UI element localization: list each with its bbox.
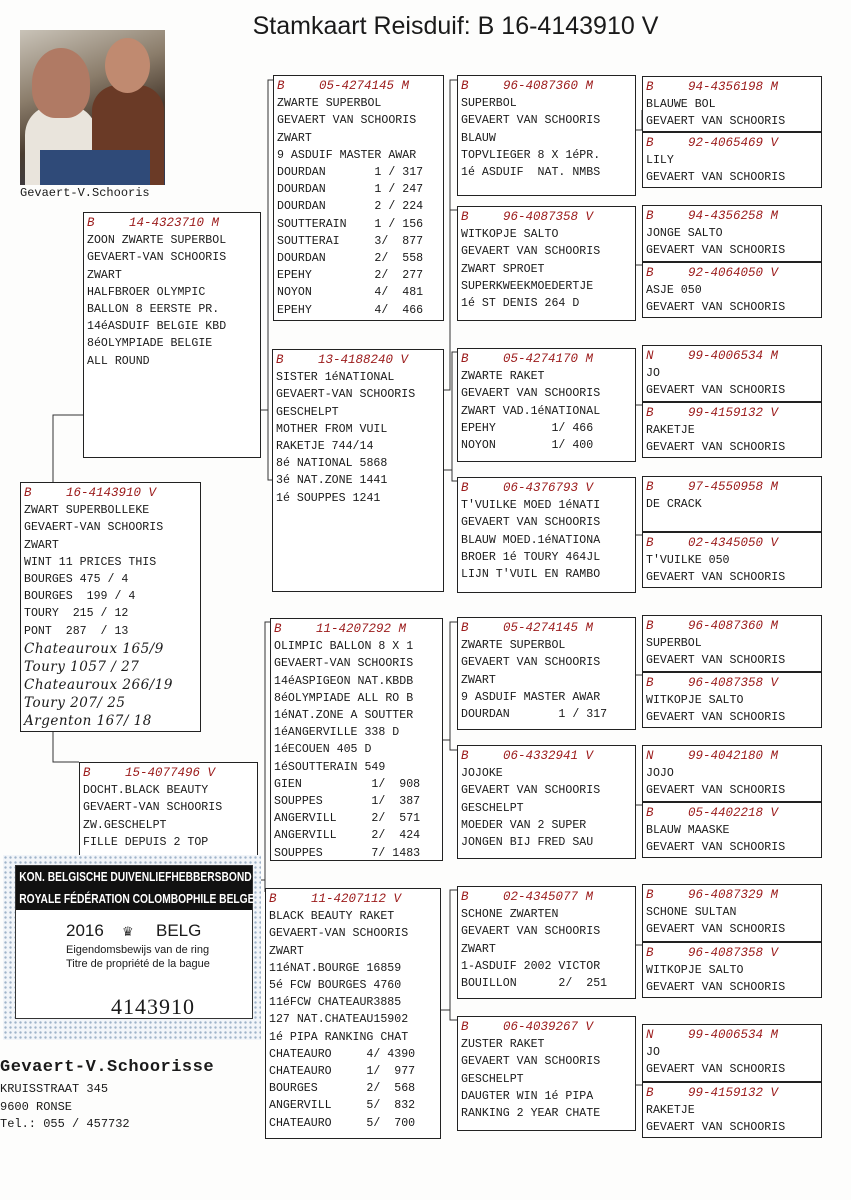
- ring-number: 13-4188240 V: [318, 353, 409, 367]
- pigeon-info-line: 9 ASDUIF MASTER AWAR: [461, 690, 601, 704]
- pedigree-box-gen5: [642, 132, 822, 188]
- pigeon-info-line: DOURDAN 1 / 317: [277, 166, 424, 180]
- pigeon-info-line: GEVAERT VAN SCHOORIS: [646, 841, 786, 855]
- pigeon-info-line: BALLON 8 EERSTE PR.: [87, 303, 220, 317]
- pigeon-info-line: GEVAERT-VAN SCHOORIS: [87, 251, 227, 265]
- pigeon-info-line: GEVAERT VAN SCHOORIS: [646, 981, 786, 995]
- pigeon-info-line: GESCHELPT: [461, 1072, 524, 1086]
- pigeon-info-line: BOURGES 475 / 4: [24, 573, 129, 587]
- country-code: B: [274, 622, 282, 636]
- ring-number: 96-4087360 M: [688, 619, 779, 633]
- pedigree-box-gen5: [642, 745, 822, 802]
- pigeon-info-line: ZWART: [461, 673, 496, 687]
- ring-header: [461, 480, 635, 497]
- pigeon-info-line: 8é NATIONAL 5868: [276, 457, 388, 471]
- ring-number: 99-4159132 V: [688, 406, 779, 420]
- pigeon-info-line: SOUTTERAIN 1 / 156: [277, 217, 424, 231]
- handwritten-result: Toury 1057 / 27: [24, 658, 140, 675]
- pigeon-info-line: ASJE 050: [646, 284, 702, 298]
- pigeon-info-line: DOCHT.BLACK BEAUTY: [83, 784, 209, 798]
- country-code: N: [646, 749, 654, 763]
- pedigree-box-ddd: [457, 1016, 636, 1131]
- ring-number: 96-4087329 M: [688, 888, 779, 902]
- pedigree-box-gen5: [642, 615, 822, 672]
- pigeon-info-line: JONGEN BIJ FRED SAU: [461, 836, 594, 850]
- pigeon-info-line: FILLE DEPUIS 2 TOP: [83, 835, 209, 849]
- pigeon-info-line: SUPERBOL: [646, 637, 702, 651]
- ring-number: 05-4274145 M: [503, 621, 594, 635]
- ring-header: [87, 215, 260, 232]
- pigeon-info-line: LIJN T'VUIL EN RAMBO: [461, 568, 601, 582]
- pigeon-info-line: RAKETJE: [646, 1104, 695, 1118]
- pigeon-info-line: BROER 1é TOURY 464JL: [461, 550, 601, 564]
- ring-number: 96-4087358 V: [688, 676, 779, 690]
- pigeon-info-line: GEVAERT VAN SCHOORIS: [646, 1063, 786, 1077]
- pigeon-info-line: BLAUW MOED.1éNATIONA: [461, 533, 601, 547]
- pigeon-info-line: GEVAERT VAN SCHOORIS: [646, 244, 786, 258]
- pigeon-info-line: SISTER 1éNATIONAL: [276, 371, 395, 385]
- ring-header: [646, 887, 821, 904]
- pigeon-info-line: JO: [646, 367, 660, 381]
- pigeon-info-line: 9 ASDUIF MASTER AWAR: [277, 148, 417, 162]
- pedigree-box-ssd: [457, 206, 636, 321]
- pigeon-info-line: TOURY 215 / 12: [24, 607, 129, 621]
- ring-number: 99-4159132 V: [688, 1086, 779, 1100]
- pedigree-box-gen5: [642, 672, 822, 728]
- pedigree-box-gen5: [642, 76, 822, 132]
- country-code: B: [461, 1020, 469, 1034]
- pigeon-info-line: GEVAERT VAN SCHOORIS: [461, 387, 601, 401]
- country-code: B: [461, 352, 469, 366]
- crown-icon: ♛: [123, 923, 133, 941]
- pedigree-box-dam: [79, 762, 258, 857]
- ring-header: [646, 748, 821, 765]
- pigeon-info-line: ZWARTE SUPERBOL: [277, 97, 382, 111]
- pigeon-info-line: GEVAERT VAN SCHOORIS: [646, 711, 786, 725]
- pigeon-info-line: GEVAERT VAN SCHOORIS: [646, 571, 786, 585]
- pigeon-info-line: T'VUILKE 050: [646, 554, 730, 568]
- pigeon-info-line: WINT 11 PRICES THIS: [24, 555, 157, 569]
- owner-name: Gevaert-V.Schoorisse: [0, 1058, 215, 1077]
- ring-number: 4143910: [111, 994, 195, 1019]
- ring-header: [461, 1019, 635, 1036]
- pedigree-box-gen5: [642, 262, 822, 318]
- pigeon-info-line: GEVAERT-VAN SCHOORIS: [269, 927, 409, 941]
- ring-header: [269, 891, 440, 908]
- ring-header: [461, 748, 635, 765]
- pedigree-box-sss: [457, 75, 636, 196]
- country-code: B: [276, 353, 284, 367]
- pigeon-info-line: WITKOPJE SALTO: [646, 964, 744, 978]
- pigeon-info-line: GEVAERT VAN SCHOORIS: [646, 115, 786, 129]
- pigeon-info-line: SUPERKWEEKMOEDERTJE: [461, 279, 594, 293]
- ring-number: 96-4087360 M: [503, 79, 594, 93]
- pigeon-info-line: GEVAERT VAN SCHOORIS: [646, 301, 786, 315]
- country-code: B: [646, 888, 654, 902]
- handwritten-result: Chateauroux 266/19: [24, 676, 173, 693]
- ring-header: [646, 135, 821, 152]
- country-code: B: [461, 621, 469, 635]
- pigeon-info-line: CHATEAURO 1/ 977: [269, 1065, 416, 1079]
- pedigree-box-sire: [83, 212, 261, 458]
- country-code: B: [277, 79, 285, 93]
- photo-caption: Gevaert-V.Schooris: [20, 186, 150, 200]
- pigeon-info-line: ZUSTER RAKET: [461, 1038, 545, 1052]
- ring-header: [646, 535, 821, 552]
- ring-header: [646, 265, 821, 282]
- pigeon-info-line: DOURDAN 2/ 558: [277, 252, 424, 266]
- pigeon-info-line: GEVAERT VAN SCHOORIS: [646, 441, 786, 455]
- pigeon-info-line: MOEDER VAN 2 SUPER: [461, 818, 587, 832]
- country-code: B: [646, 406, 654, 420]
- pigeon-info-line: BOURGES 199 / 4: [24, 590, 136, 604]
- pigeon-info-line: GEVAERT VAN SCHOORIS: [277, 114, 417, 128]
- ring-header: [646, 79, 821, 96]
- ownership-text-nl: Eigendomsbewijs van de ring: [66, 944, 210, 956]
- pigeon-info-line: GEVAERT-VAN SCHOORIS: [276, 388, 416, 402]
- country-code: B: [646, 209, 654, 223]
- pigeon-info-line: NOYON 1/ 400: [461, 439, 594, 453]
- pigeon-info-line: SOUPPES 7/ 1483: [274, 846, 421, 860]
- ring-number: 06-4332941 V: [503, 749, 594, 763]
- ring-number: 16-4143910 V: [66, 486, 157, 500]
- pigeon-info-line: SCHONE ZWARTEN: [461, 908, 559, 922]
- pigeon-info-line: ANGERVILL 2/ 571: [274, 812, 421, 826]
- ring-number: 11-4207292 M: [316, 622, 407, 636]
- ring-number: 02-4345077 M: [503, 890, 594, 904]
- pigeon-info-line: ANGERVILL 2/ 424: [274, 829, 421, 843]
- pigeon-info-line: GEVAERT VAN SCHOORIS: [461, 656, 601, 670]
- country-code: B: [646, 619, 654, 633]
- country-code: B: [269, 892, 277, 906]
- pigeon-info-line: NOYON 4/ 481: [277, 286, 424, 300]
- pigeon-info-line: 8éOLYMPIADE ALL RO B: [274, 691, 414, 705]
- pigeon-info-line: GEVAERT VAN SCHOORIS: [461, 245, 601, 259]
- pedigree-box-gen5: [642, 884, 822, 942]
- country-code: B: [646, 676, 654, 690]
- owner-phone: Tel.: 055 / 457732: [0, 1117, 130, 1131]
- ring-number: 15-4077496 V: [125, 766, 216, 780]
- pedigree-box-ds: [270, 618, 443, 861]
- pigeon-info-line: ZWART: [461, 942, 496, 956]
- pigeon-info-line: GESCHELPT: [461, 801, 524, 815]
- country-code: B: [87, 216, 95, 230]
- pigeon-info-line: GEVAERT VAN SCHOORIS: [461, 784, 601, 798]
- pigeon-info-line: 11éNAT.BOURGE 16859: [269, 961, 402, 975]
- pigeon-info-line: GEVAERT VAN SCHOORIS: [461, 925, 601, 939]
- pigeon-info-line: DOURDAN 1 / 247: [277, 183, 424, 197]
- ring-number: 02-4345050 V: [688, 536, 779, 550]
- pigeon-info-line: 3é NAT.ZONE 1441: [276, 474, 388, 488]
- owner-street: KRUISSTRAAT 345: [0, 1082, 109, 1096]
- handwritten-result: Toury 207/ 25: [24, 694, 126, 711]
- ring-number: 05-4402218 V: [688, 806, 779, 820]
- ring-number: 94-4356198 M: [688, 80, 779, 94]
- pigeon-info-line: JOJO: [646, 767, 674, 781]
- pigeon-info-line: 8éOLYMPIADE BELGIE: [87, 337, 213, 351]
- pigeon-info-line: JO: [646, 1046, 660, 1060]
- pedigree-box-sdd: [457, 477, 636, 593]
- pigeon-info-line: CHATEAURO 4/ 4390: [269, 1047, 416, 1061]
- pigeon-info-line: LILY: [646, 154, 674, 168]
- pedigree-box-ss: [273, 75, 444, 321]
- pigeon-info-line: JOJOKE: [461, 767, 503, 781]
- pedigree-box-gen5: [642, 402, 822, 458]
- ring-number: 11-4207112 V: [311, 892, 402, 906]
- country-code: B: [461, 210, 469, 224]
- pigeon-info-line: TOPVLIEGER 8 X 1éPR.: [461, 148, 601, 162]
- pigeon-info-line: 11éFCW CHATEAUR3885: [269, 996, 402, 1010]
- country-code: B: [646, 480, 654, 494]
- ring-header: [274, 621, 442, 638]
- federation-name-nl: KON. BELGISCHE DUIVENLIEFHEBBERSBOND: [16, 866, 252, 888]
- pigeon-info-line: DOURDAN 2 / 224: [277, 200, 424, 214]
- pigeon-info-line: DAUGTER WIN 1é PIPA: [461, 1089, 594, 1103]
- ring-header: [646, 618, 821, 635]
- pigeon-info-line: GEVAERT VAN SCHOORIS: [646, 784, 786, 798]
- pigeon-info-line: GEVAERT-VAN SCHOORIS: [24, 521, 164, 535]
- pigeon-info-line: GEVAERT VAN SCHOORIS: [461, 516, 601, 530]
- pedigree-box-subject: [20, 482, 201, 732]
- pigeon-info-line: 1é SOUPPES 1241: [276, 491, 381, 505]
- ring-year: 2016: [66, 921, 104, 940]
- ring-header: [646, 805, 821, 822]
- pedigree-box-gen5: [642, 1082, 822, 1138]
- pigeon-info-line: EPEHY 2/ 277: [277, 269, 424, 283]
- pigeon-info-line: GEVAERT VAN SCHOORIS: [646, 171, 786, 185]
- pigeon-info-line: GEVAERT-VAN SCHOORIS: [83, 801, 223, 815]
- ring-header: [646, 479, 821, 496]
- pedigree-box-gen5: [642, 205, 822, 262]
- handwritten-result: Argenton 167/ 18: [24, 712, 152, 729]
- owner-city: 9600 RONSE: [0, 1100, 73, 1114]
- pigeon-info-line: ALL ROUND: [87, 354, 150, 368]
- pigeon-info-line: ZWART: [277, 131, 312, 145]
- ring-header: [461, 78, 635, 95]
- pigeon-info-line: GEVAERT VAN SCHOORIS: [646, 384, 786, 398]
- pigeon-info-line: DE CRACK: [646, 498, 702, 512]
- ring-number: 96-4087358 V: [503, 210, 594, 224]
- pedigree-box-gen5: [642, 476, 822, 532]
- pedigree-box-gen5: [642, 942, 822, 998]
- pigeon-info-line: ZWART: [24, 538, 59, 552]
- country-code: B: [461, 481, 469, 495]
- country-code: N: [646, 349, 654, 363]
- ring-header: [24, 485, 200, 502]
- pedigree-box-dd: [265, 888, 441, 1139]
- ring-header: [646, 1085, 821, 1102]
- ring-number: 99-4006534 M: [688, 349, 779, 363]
- pedigree-box-gen5: [642, 345, 822, 402]
- country-code: B: [646, 946, 654, 960]
- country-code: B: [461, 79, 469, 93]
- pedigree-box-sds: [457, 348, 636, 462]
- ring-number: 94-4356258 M: [688, 209, 779, 223]
- pigeon-info-line: GEVAERT-VAN SCHOORIS: [274, 657, 414, 671]
- pigeon-info-line: 1éNAT.ZONE A SOUTTER: [274, 709, 414, 723]
- pigeon-info-line: 14éASDUIF BELGIE KBD: [87, 320, 227, 334]
- ring-header: [646, 675, 821, 692]
- pigeon-info-line: ZWART SPROET: [461, 262, 545, 276]
- pigeon-info-line: GEVAERT VAN SCHOORIS: [646, 1121, 786, 1135]
- pigeon-info-line: SOUPPES 1/ 387: [274, 795, 421, 809]
- pigeon-info-line: ZW.GESCHELPT: [83, 818, 167, 832]
- ring-number: 99-4042180 M: [688, 749, 779, 763]
- ring-number: 05-4274170 M: [503, 352, 594, 366]
- pigeon-info-line: GEVAERT VAN SCHOORIS: [646, 654, 786, 668]
- pigeon-info-line: HALFBROER OLYMPIC: [87, 285, 206, 299]
- ring-number: 96-4087358 V: [688, 946, 779, 960]
- federation-name-fr: ROYALE FÉDÉRATION COLOMBOPHILE BELGE: [16, 888, 252, 910]
- country-code: B: [646, 266, 654, 280]
- ring-header: [646, 405, 821, 422]
- pigeon-info-line: BLAUW MAASKE: [646, 824, 730, 838]
- pedigree-box-gen5: [642, 1024, 822, 1082]
- pigeon-info-line: 1é ASDUIF NAT. NMBS: [461, 166, 601, 180]
- pigeon-info-line: EPEHY 1/ 466: [461, 421, 594, 435]
- pedigree-box-dss: [457, 617, 636, 730]
- ring-number: 14-4323710 M: [129, 216, 220, 230]
- pigeon-info-line: GEVAERT VAN SCHOORIS: [461, 1055, 601, 1069]
- country-code: B: [646, 80, 654, 94]
- pigeon-info-line: OLIMPIC BALLON 8 X 1: [274, 640, 414, 654]
- country-code: B: [646, 536, 654, 550]
- pigeon-info-line: ZWARTE SUPERBOL: [461, 639, 566, 653]
- pigeon-info-line: BLAUWE BOL: [646, 98, 716, 112]
- ring-header: [276, 352, 443, 369]
- ring-header: [646, 1027, 821, 1044]
- pigeon-info-line: SCHONE SULTAN: [646, 906, 737, 920]
- pigeon-info-line: ZWART VAD.1éNATIONAL: [461, 404, 601, 418]
- ring-number: 99-4006534 M: [688, 1028, 779, 1042]
- pedigree-box-gen5: [642, 802, 822, 858]
- ring-number: 06-4376793 V: [503, 481, 594, 495]
- country-code: B: [646, 1086, 654, 1100]
- pigeon-info-line: ZWART: [87, 268, 122, 282]
- page-title: Stamkaart Reisduif: B 16-4143910 V: [252, 12, 659, 40]
- pigeon-info-line: WITKOPJE SALTO: [461, 228, 559, 242]
- ring-header: [461, 620, 635, 637]
- pigeon-info-line: BLAUW: [461, 131, 496, 145]
- pigeon-info-line: CHATEAURO 5/ 700: [269, 1116, 416, 1130]
- pigeon-info-line: 127 NAT.CHATEAU15902: [269, 1013, 409, 1027]
- owners-photo: [20, 30, 165, 185]
- pigeon-info-line: BLACK BEAUTY RAKET: [269, 910, 395, 924]
- pigeon-info-line: GEVAERT VAN SCHOORIS: [461, 114, 601, 128]
- pigeon-info-line: 1é ST DENIS 264 D: [461, 297, 580, 311]
- pigeon-info-line: ZOON ZWARTE SUPERBOL: [87, 234, 227, 248]
- pigeon-info-line: RANKING 2 YEAR CHATE: [461, 1107, 601, 1121]
- pigeon-info-line: MOTHER FROM VUIL: [276, 422, 388, 436]
- pigeon-info-line: GESCHELPT: [276, 405, 339, 419]
- country-code: B: [646, 136, 654, 150]
- ring-number: 05-4274145 M: [319, 79, 410, 93]
- ring-header: [646, 945, 821, 962]
- pigeon-info-line: ZWART: [269, 944, 304, 958]
- ring-header: [646, 348, 821, 365]
- pigeon-info-line: SOUTTERAI 3/ 877: [277, 234, 424, 248]
- pigeon-info-line: 1éANGERVILLE 338 D: [274, 726, 400, 740]
- pigeon-info-line: RAKETJE: [646, 424, 695, 438]
- pigeon-info-line: 1-ASDUIF 2002 VICTOR: [461, 959, 601, 973]
- ring-header: [461, 209, 635, 226]
- pedigree-box-sd: [272, 349, 444, 592]
- pigeon-info-line: BOUILLON 2/ 251: [461, 977, 608, 991]
- pigeon-info-line: 1éECOUEN 405 D: [274, 743, 372, 757]
- ring-header: [646, 208, 821, 225]
- pigeon-info-line: ZWART SUPERBOLLEKE: [24, 504, 150, 518]
- pigeon-info-line: ANGERVILL 5/ 832: [269, 1099, 416, 1113]
- country-code: B: [24, 486, 32, 500]
- pigeon-info-line: SUPERBOL: [461, 97, 517, 111]
- ring-certificate: [3, 855, 261, 1040]
- pedigree-box-gen5: [642, 532, 822, 588]
- pedigree-box-dds: [457, 886, 636, 999]
- ring-header: [83, 765, 257, 782]
- pigeon-info-line: 14éASPIGEON NAT.KBDB: [274, 674, 414, 688]
- ring-country: BELG: [156, 921, 202, 940]
- pigeon-info-line: DOURDAN 1 / 317: [461, 708, 608, 722]
- country-code: N: [646, 1028, 654, 1042]
- pigeon-info-line: JONGE SALTO: [646, 227, 723, 241]
- handwritten-result: Chateauroux 165/9: [24, 640, 164, 657]
- pigeon-info-line: 1é PIPA RANKING CHAT: [269, 1030, 409, 1044]
- pigeon-info-line: EPEHY 4/ 466: [277, 303, 424, 317]
- pigeon-info-line: 1éSOUTTERAIN 549: [274, 760, 386, 774]
- pigeon-info-line: ZWARTE RAKET: [461, 370, 545, 384]
- ring-number: 97-4550958 M: [688, 480, 779, 494]
- country-code: B: [461, 749, 469, 763]
- ring-header: [277, 78, 443, 95]
- country-code: B: [461, 890, 469, 904]
- pigeon-info-line: RAKETJE 744/14: [276, 440, 374, 454]
- pigeon-info-line: PONT 287 / 13: [24, 624, 129, 638]
- pigeon-info-line: WITKOPJE SALTO: [646, 694, 744, 708]
- pedigree-box-dsd: [457, 745, 636, 859]
- pigeon-info-line: T'VUILKE MOED 1éNATI: [461, 499, 601, 513]
- pigeon-info-line: 5é FCW BOURGES 4760: [269, 979, 402, 993]
- ring-header: [461, 351, 635, 368]
- ownership-text-fr: Titre de propriété de la bague: [66, 958, 210, 970]
- ring-number: 92-4065469 V: [688, 136, 779, 150]
- pigeon-info-line: GIEN 1/ 908: [274, 777, 421, 791]
- ring-header: [461, 889, 635, 906]
- pigeon-info-line: GEVAERT VAN SCHOORIS: [646, 923, 786, 937]
- country-code: B: [83, 766, 91, 780]
- country-code: B: [646, 806, 654, 820]
- ring-number: 06-4039267 V: [503, 1020, 594, 1034]
- pigeon-info-line: BOURGES 2/ 568: [269, 1082, 416, 1096]
- ring-number: 92-4064050 V: [688, 266, 779, 280]
